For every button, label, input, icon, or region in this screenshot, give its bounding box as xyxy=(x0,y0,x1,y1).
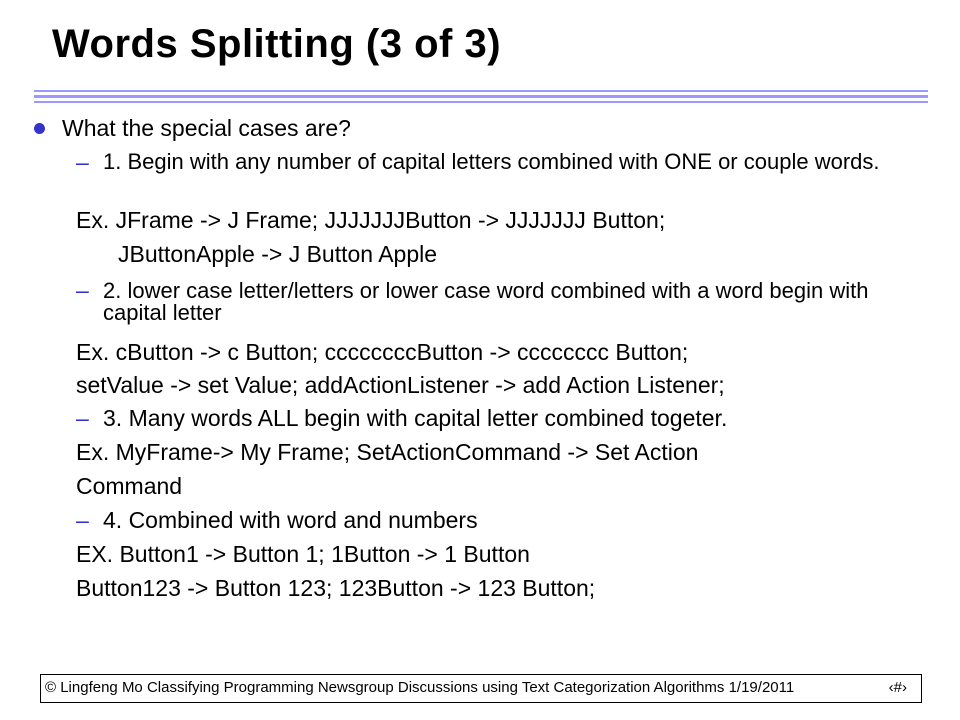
example-line-1b: JButtonApple -> J Button Apple xyxy=(118,241,438,267)
slide-title: Words Splitting (3 of 3) xyxy=(52,22,502,66)
title-underline xyxy=(34,101,928,103)
footer-text: © Lingfeng Mo Classifying Programming Newsgroup Discussions using Text Categorization Algorithms 1/19/2011 xyxy=(45,679,795,696)
example-line-4a: EX. Button1 -> Button 1; 1Button -> 1 Button xyxy=(76,541,530,567)
example-line-1a: Ex. JFrame -> J Frame; JJJJJJJButton -> JJJJJJJ Button; xyxy=(76,207,666,233)
bullet-dot-icon xyxy=(34,123,45,134)
sub-item-3: 3. Many words ALL begin with capital letter combined togeter. xyxy=(103,405,728,431)
example-line-4b: Button123 -> Button 123; 123Button -> 123 Button; xyxy=(76,575,596,601)
title-underline xyxy=(34,95,928,98)
dash-marker: – xyxy=(76,507,89,533)
slide-number: ‹#› xyxy=(888,679,907,696)
title-underline xyxy=(34,90,928,92)
dash-marker: – xyxy=(76,405,89,431)
example-line-3a: Ex. MyFrame-> My Frame; SetActionCommand -> Set Action xyxy=(76,439,699,465)
sub-item-1: 1. Begin with any number of capital letters combined with ONE or couple words. xyxy=(103,149,880,174)
bullet-text: What the special cases are? xyxy=(62,115,351,141)
example-line-3b: Command xyxy=(76,473,183,499)
sub-item-2: 2. lower case letter/letters or lower case word combined with a word begin with capital letter xyxy=(103,278,869,325)
dash-marker: – xyxy=(76,277,89,303)
slide-footer xyxy=(40,674,922,703)
example-line-2b: setValue -> set Value; addActionListener -> add Action Listener; xyxy=(76,372,725,398)
example-line-2a: Ex. cButton -> c Button; ccccccccButton -> cccccccc Button; xyxy=(76,339,689,365)
sub-item-4: 4. Combined with word and numbers xyxy=(103,507,478,533)
dash-marker: – xyxy=(76,149,89,175)
